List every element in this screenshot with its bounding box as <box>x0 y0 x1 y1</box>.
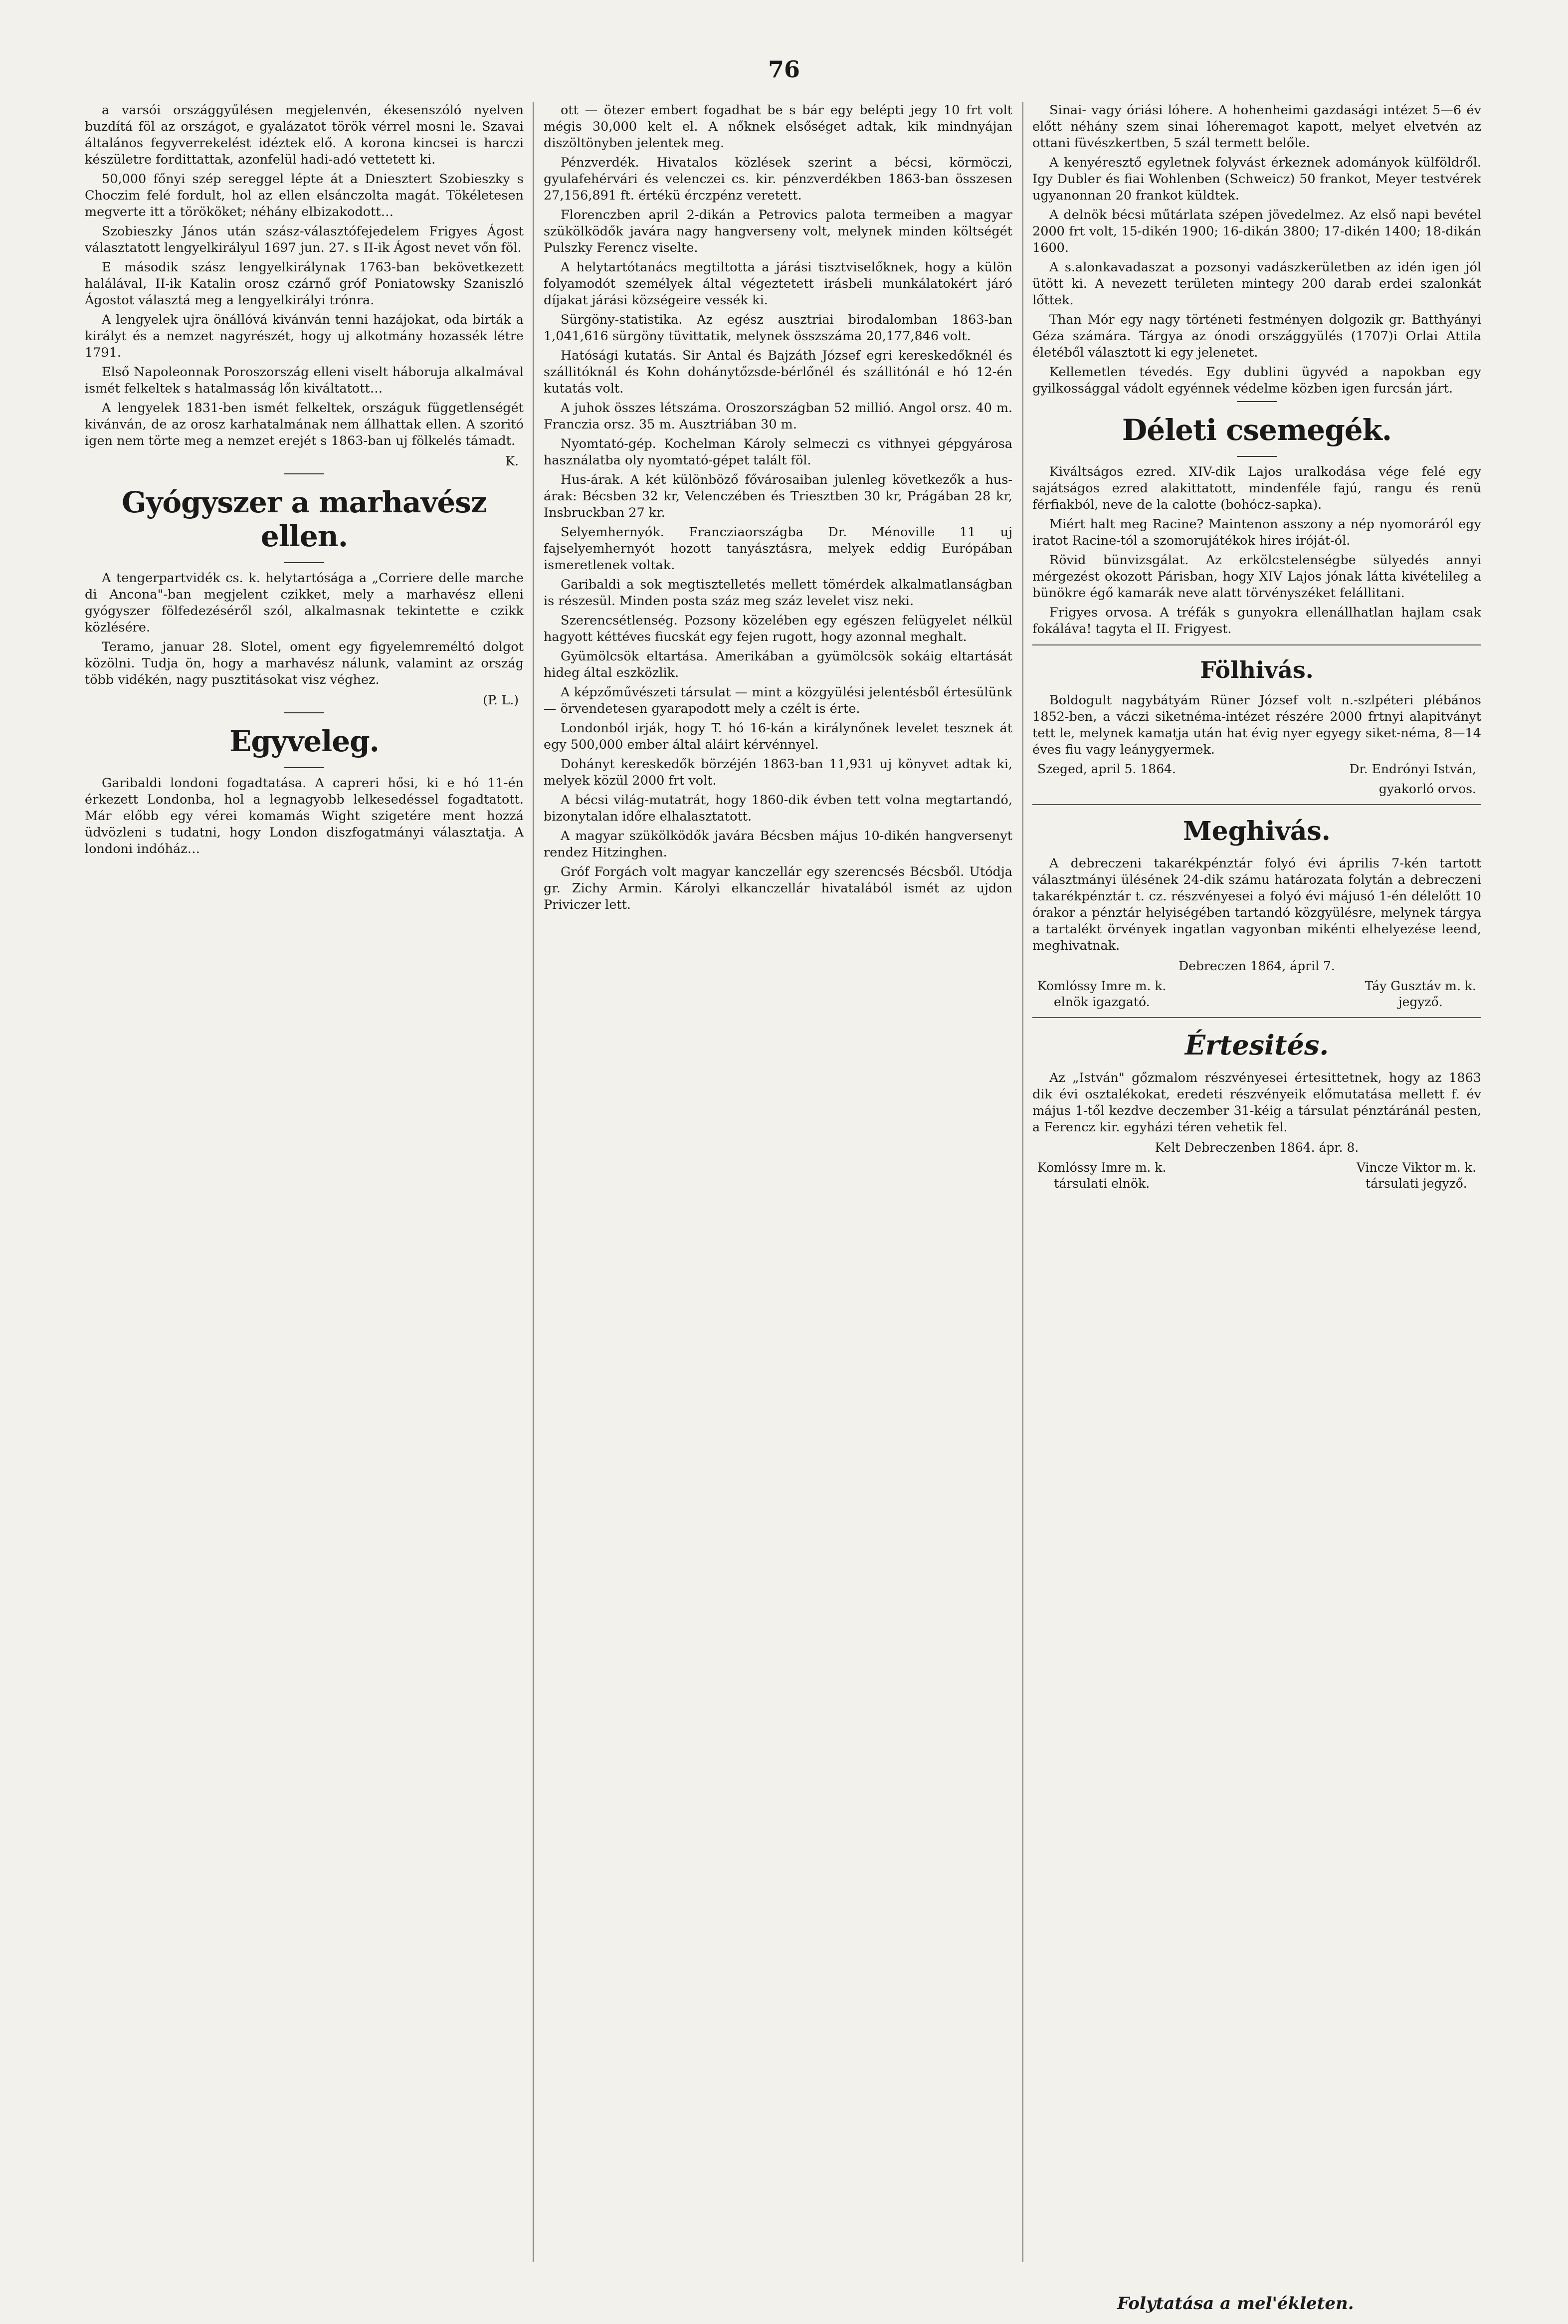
section-divider <box>1032 644 1481 645</box>
column-divider <box>1022 102 1023 2262</box>
signature-role: elnök igazgató. <box>1053 995 1150 1009</box>
article-paragraph: a varsói országgyűlésen megjelenvén, ékesenszóló nyelven buzdítá föl az országot, e gyalázatot török vérrel mosni le. Szavai általános fegyverrekelést idéztek elő. A korona kincsei is harczi készületre fordittattak, azonfelül hadi-adó vettetett ki. <box>85 103 524 167</box>
column-middle <box>544 102 1012 2277</box>
news-item: Florenczben april 2-dikán a Petrovics palota termeiben a magyar szükölködők javára nagy hangverseny volt, melynek minden költségét Pulszky Ferencz viselte. <box>544 208 1012 255</box>
section-heading: Egyveleg. <box>229 724 379 758</box>
section-heading: Értesités. <box>1184 1029 1329 1061</box>
signature-name: Dr. Endrónyi István, <box>1349 762 1476 776</box>
news-item: A bécsi világ-mutatrát, hogy 1860-dik évben tett volna megtartandó, bizonytalan időre elhalasztatott. <box>544 793 1012 824</box>
news-item: Gróf Forgách volt magyar kanczellár egy szerencsés Bécsből. Utódja gr. Zichy Armin. Károlyi elkanczellár hivatalából ismét az ujdon Priviczer lett. <box>544 864 1012 912</box>
signature-name: Komlóssy Imre m. k. <box>1037 979 1167 993</box>
article-paragraph: A tengerpartvidék cs. k. helytartósága a „Corriere delle marche di Ancona"-ban megjelent czikket, mely a marhavész elleni gyógyszer fölfedezéséről szól, alkalmasnak tekintette e czikk közlésére. <box>85 571 524 635</box>
news-item: Selyemhernyók. Francziaországba Dr. Ménoville 11 uj fajselyemhernyót hozott tanyásztásra, melyek eddig Európában ismeretlenek voltak. <box>544 525 1012 573</box>
signature-role: gyakorló orvos. <box>1378 782 1476 796</box>
signature-row <box>1037 761 1476 777</box>
news-item: Garibaldi a sok megtisztelletés mellett tömérdek alkalmatlanságban is részesül. Minden posta száz meg száz levelet visz neki. <box>544 577 1012 609</box>
news-item: Miért halt meg Racine? Maintenon asszony a nép nyomoráról egy iratot Racine-tól a szomorujátékok hires iróját-ól. <box>1032 517 1481 548</box>
signature-block <box>1357 1160 1476 1192</box>
news-item: A juhok összes létszáma. Oroszországban 52 millió. Angol orsz. 40 m. Franczia orsz. 35 m. Ausztriában 30 m. <box>544 401 1012 432</box>
signature-name: Táy Gusztáv m. k. <box>1365 979 1476 993</box>
news-item: A magyar szükölködők javára Bécsben május 10-dikén hangversenyt rendez Hitzinghen. <box>544 829 1012 860</box>
column-divider <box>533 102 534 2262</box>
signature-block <box>1037 1160 1167 1192</box>
column-left <box>85 102 524 2277</box>
news-item: A delnök bécsi műtárlata szépen jövedelmez. Az első napi bevétel 2000 frt volt, 15-dikén 1900; 16-dikán 3800; 17-dikén 1400; 18-dikán 1600. <box>1032 208 1481 255</box>
news-item: Kiváltságos ezred. XIV-dik Lajos uralkodása vége felé egy sajátságos ezred alakittatott, mindenféle fajú, rangu és renü férfiakból, neve de la calotte (bohócz-sapka). <box>1032 464 1481 512</box>
news-item: Frigyes orvosa. A tréfák s gunyokra ellenállhatlan hajlam csak fokáláva! tagyta el II. Frigyest. <box>1032 605 1481 636</box>
article-paragraph: ott — ötezer embert fogadhat be s bár egy belépti jegy 10 frt volt mégis 30,000 kelt el. A nőknek elsőséget adtak, kik mindnyájan diszöltönyben jelentek meg. <box>544 103 1012 151</box>
signature-row <box>1037 1160 1476 1192</box>
signature-role: társulati elnök. <box>1054 1176 1150 1191</box>
announcement-text: Az „István" gőzmalom részvényesei értesittetnek, hogy az 1863 dik évi osztalékokat, eredeti részvényeik előmutatása mellett f. év május 1-től kezdve deczember 31-kéig a társulat pénztáránál pesten, a Ferencz kir. egyházi téren vehetik fel. <box>1032 1070 1481 1135</box>
news-item: Than Mór egy nagy történeti festményen dolgozik gr. Batthyányi Géza számára. Tárgya az ónodi országgyülés (1707)i Orlai Attila életéből választott ki egy jelenetet. <box>1032 312 1481 360</box>
announcement-text: A debreczeni takarékpénztár folyó évi április 7-kén tartott választmányi ülésének 24-dik számu határozata folytán a debreczeni takarékpénztár t. cz. részvényesei a folyó évi májusó 1-én délelőtt 10 órakor a pénztár helyiségében tartandó közgyülésre, melynek tárgya a tartalékt örvények ingatlan vagyonban mikénti elhelyezése leend, meghivatnak. <box>1032 856 1481 953</box>
announcement-text: Boldogult nagybátyám Rüner József volt n.-szlpéteri plébános 1852-ben, a váczi siketnéma-intézet részére 2000 frtnyi alapitványt tett le, melynek kamatja után hat évig nyer egyegy siket-néma, 8—14 éves fiu vagy leánygyermek. <box>1032 693 1481 757</box>
author-signature: K. <box>505 454 519 468</box>
signature-name: Vincze Viktor m. k. <box>1356 1160 1476 1175</box>
signature-place: Kelt Debreczenben 1864. ápr. 8. <box>1155 1140 1359 1155</box>
section-divider <box>1032 1017 1481 1018</box>
column-right <box>1032 102 1481 2277</box>
page-number: 76 <box>768 56 800 83</box>
news-item: A kenyéresztő egyletnek folyvást érkeznek adományok külföldről. Igy Dubler és fiai Wohlenben (Schweicz) 50 frankot, Meyer testvérek ugyanonnan 20 frankot küldtek. <box>1032 155 1481 203</box>
signature-block <box>1037 978 1167 1010</box>
signature-name: Komlóssy Imre m. k. <box>1037 1160 1167 1175</box>
news-item: Londonból irják, hogy T. hó 16-kán a királynőnek levelet tesznek át egy 500,000 ember által aláirt kérvénnyel. <box>544 721 1012 752</box>
news-item: Hus-árak. A két különböző fővárosaiban julenleg következők a hus-árak: Bécsben 32 kr, Velenczében és Triesztben 30 kr, Prágában 28 kr, Insbruckban 27 kr. <box>544 472 1012 520</box>
section-divider <box>1237 456 1277 457</box>
news-item: A helytartótanács megtiltotta a járási tisztviselőknek, hogy a külön folyamodót személyek által végeztetett irásbeli munkálatokért járó díjakat járási községeire vessék ki. <box>544 260 1012 308</box>
section-divider <box>284 767 324 768</box>
article-paragraph: A lengyelek ujra önállóvá kivánván tenni hazájokat, oda birták a királyt és a nemzet nagyrészét, hogy uj alkotmány hozassék létre 1791. <box>85 312 524 360</box>
news-item: A s.alonkavadaszat a pozsonyi vadászkerületben az idén igen jól ütött ki. A nevezett területen mintegy 200 darab erdei szalonkát lőttek. <box>1032 260 1481 308</box>
article-paragraph: Teramo, januar 28. Slotel, oment egy figyelemreméltó dolgot közölni. Tudja ön, hogy a marhavész nálunk, valamint az ország több vidékén, nagy pusztitásokat visz véghez. <box>85 639 524 687</box>
article-paragraph: E második szász lengyelkirálynak 1763-ban bekövetkezett halálával, II-ik Katalin orosz czárnő gróf Poniatowsky Szaniszló Ágostot választá meg a lengyelkirályi trónra. <box>85 260 524 308</box>
news-item: Rövid bünvizsgálat. Az erkölcstelenségbe sülyedés annyi mérgezést okozott Párisban, hogy XIV Lajos jónak látta kivételileg a bünökre égő kamarák neve alatt törvényszéket felállitani. <box>1032 553 1481 601</box>
article-paragraph: Garibaldi londoni fogadtatása. A capreri hősi, ki e hó 11-én érkezett Londonba, hol a legnagyobb lelkesedéssel fogadtatott. Már előbb egy vérei komamás Wight szigetére ment hozzá üdvözleni s tudatni, hogy London diszfogatmányi választatja. A londoni indóház… <box>85 776 524 856</box>
news-item: Pénzverdék. Hivatalos közlések szerint a bécsi, körmöczi, gyulafehérvári és velenczei cs. kir. pénzverdékben 1863-ban összesen 27,156,891 ft. értékü érczpénz veretett. <box>544 155 1012 203</box>
news-item: Sinai- vagy óriási lóhere. A hohenheimi gazdasági intézet 5—6 év előtt néhány szem sinai lóheremagot kapott, melyet elvetvén az ottani füvészkertben, 5 szál termett belőle. <box>1032 103 1481 151</box>
news-item: A képzőművészeti társulat — mint a közgyülési jelentésből értesülünk — örvendetesen gyarapodott mely a czélt is érte. <box>544 685 1012 716</box>
section-divider <box>284 712 324 713</box>
article-paragraph: Szobieszky János után szász-választófejedelem Frigyes Ágost választatott lengyelkirályul 1697 jun. 27. s II-ik Ágost nevet vőn föl. <box>85 224 524 255</box>
article-paragraph: 50,000 főnyi szép sereggel lépte át a Dniesztert Szobieszky s Choczim felé fordult, hol az ellen elsánczolta magát. Tökéletesen megverte itt a törököket; néhány elbizakodott… <box>85 172 524 219</box>
section-divider <box>1237 401 1277 402</box>
news-item: Sürgöny-statistika. Az egész ausztriai birodalomban 1863-ban 1,041,616 sürgöny tüvittatik, melynek összszáma 20,177,846 volt. <box>544 312 1012 344</box>
article-paragraph: A lengyelek 1831-ben ismét felkeltek, országuk függetlenségét kivánván, de az orosz karhatalmának nem állhattak ellen. A szoritó igen nem törte meg a nemzet erejét s 1863-ban uj fölkelés támadt. <box>85 401 524 448</box>
signature-row <box>1037 978 1476 1010</box>
section-divider <box>1032 804 1481 805</box>
section-heading: Fölhivás. <box>1200 656 1314 683</box>
news-item: Nyomtató-gép. Kochelman Károly selmeczi cs vithnyei gépgyárosa használatba oly nyomtató-gépet talált föl. <box>544 436 1012 468</box>
section-heading: Déleti csemegék. <box>1122 413 1392 447</box>
source-credit: (P. L.) <box>483 693 519 707</box>
signature-place: Debreczen 1864, ápril 7. <box>1178 959 1335 973</box>
section-divider <box>284 473 324 474</box>
section-heading: Gyógyszer a marhavész ellen. <box>122 485 487 553</box>
article-paragraph: Első Napoleonnak Poroszország elleni viselt háboruja alkalmával ismét felkeltek s hatalmasság lőn kiváltatott… <box>85 365 524 396</box>
section-divider <box>284 562 324 563</box>
section-heading: Meghivás. <box>1183 816 1331 846</box>
news-item: Dohányt kereskedők börzéjén 1863-ban 11,931 uj könyvet adtak ki, melyek közül 2000 frt volt. <box>544 757 1012 788</box>
signature-role: jegyző. <box>1398 995 1443 1009</box>
news-item: Gyümölcsök eltartása. Amerikában a gyümölcsök sokáig eltartását hideg által eszközlik. <box>544 649 1012 680</box>
news-item: Hatósági kutatás. Sir Antal és Bajzáth József egri kereskedőknél és szállitóknál és Kohn dohánytőzsde-bérlőnél és szállitónál e hó 12-én kutatás volt. <box>544 348 1012 396</box>
signature-place: Szeged, april 5. 1864. <box>1037 762 1176 776</box>
signature-block <box>1365 978 1477 1010</box>
continued-note: Folytatása a mel'ékleten. <box>1117 2294 1354 2314</box>
news-item: Szerencsétlenség. Pozsony közelében egy egészen felügyelet nélkül hagyott kéttéves fiucskát egy fejen rugott, hogy azonnal meghalt. <box>544 613 1012 644</box>
signature-role: társulati jegyző. <box>1366 1176 1467 1191</box>
news-item: Kellemetlen tévedés. Egy dublini ügyvéd a napokban egy gyilkossággal vádolt egyénnek védelme közben igen furcsán járt. <box>1032 365 1481 396</box>
